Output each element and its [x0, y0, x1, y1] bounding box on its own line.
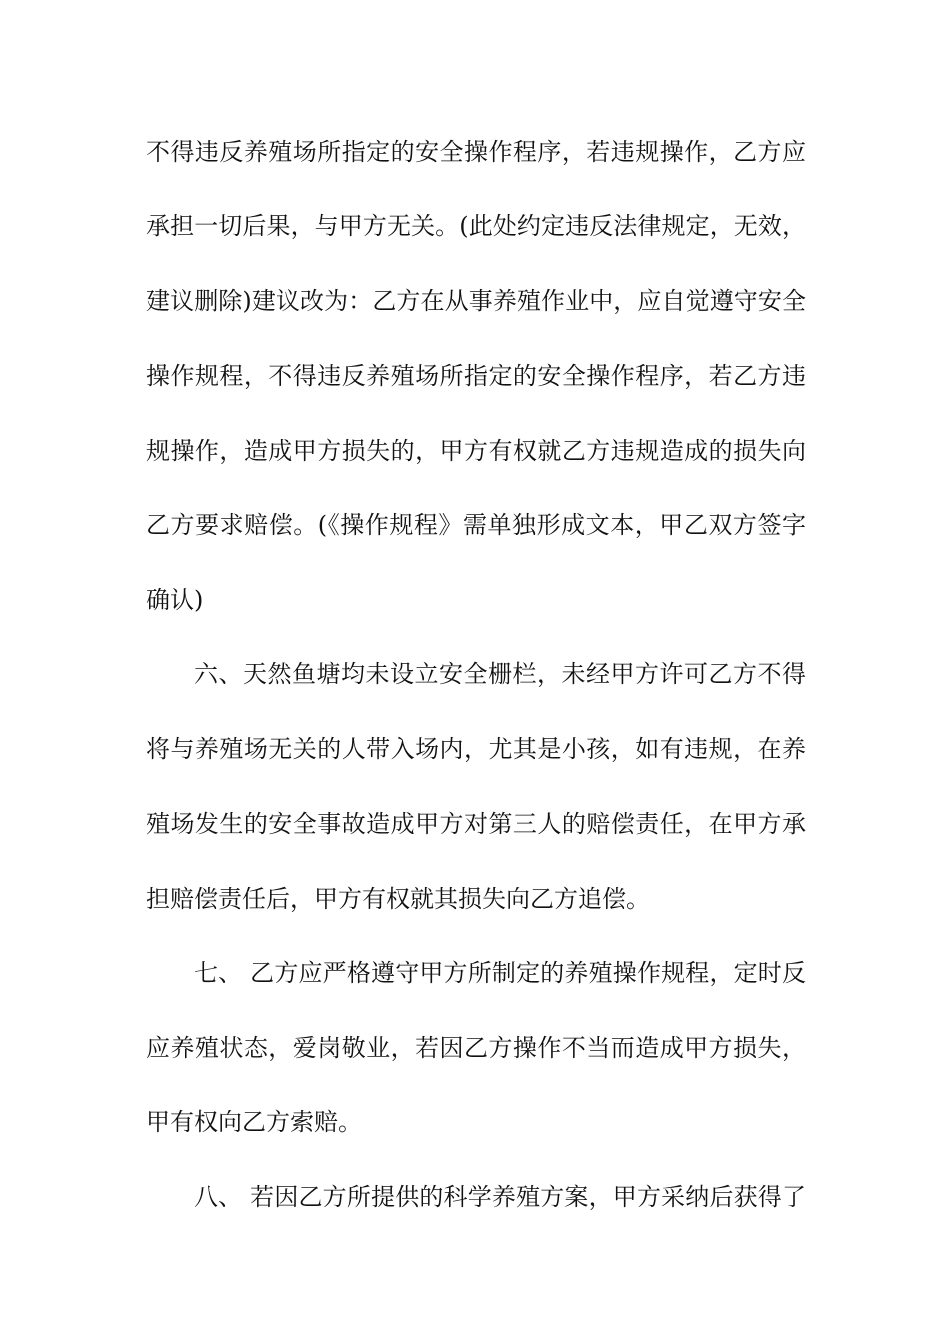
paragraph-8-first-line: 八、 若因乙方所提供的科学养殖方案，甲方采纳后获得了 — [194, 1183, 806, 1211]
paragraph-7-first-line: 七、 乙方应严格遵守甲方所制定的养殖操作规程，定时反 — [194, 959, 806, 987]
text-line: 建议删除)建议改为：乙方在从事养殖作业中，应自觉遵守安全 — [146, 287, 806, 315]
text-line: 甲有权向乙方索赔。 — [146, 1108, 362, 1136]
text-line: 将与养殖场无关的人带入场内，尤其是小孩，如有违规，在养 — [146, 735, 806, 763]
text-line: 确认) — [146, 586, 204, 614]
text-line: 殖场发生的安全事故造成甲方对第三人的赔偿责任，在甲方承 — [146, 810, 806, 838]
text-line: 担赔偿责任后，甲方有权就其损失向乙方追偿。 — [146, 885, 650, 913]
text-line: 承担一切后果，与甲方无关。(此处约定违反法律规定，无效， — [146, 212, 806, 240]
text-line: 不得违反养殖场所指定的安全操作程序，若违规操作，乙方应 — [146, 138, 806, 166]
text-line: 乙方要求赔偿。(《操作规程》需单独形成文本，甲乙双方签字 — [146, 511, 806, 539]
text-line: 规操作，造成甲方损失的，甲方有权就乙方违规造成的损失向 — [146, 437, 806, 465]
text-line: 操作规程，不得违反养殖场所指定的安全操作程序，若乙方违 — [146, 362, 806, 390]
paragraph-6-first-line: 六、天然鱼塘均未设立安全栅栏，未经甲方许可乙方不得 — [194, 660, 806, 688]
text-line: 应养殖状态，爱岗敬业，若因乙方操作不当而造成甲方损失， — [146, 1034, 806, 1062]
